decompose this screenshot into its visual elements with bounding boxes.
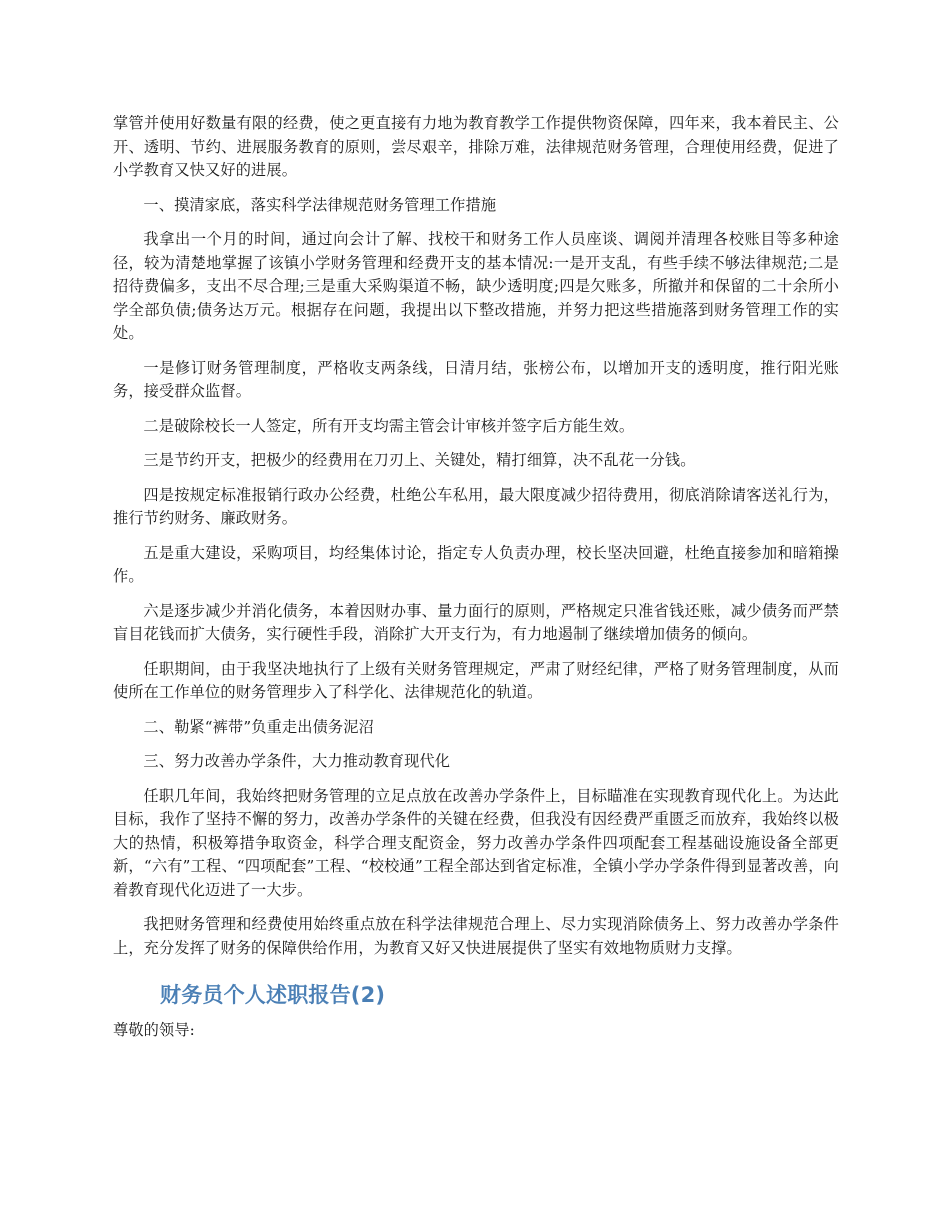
section-heading-1: 一、摸清家底，落实科学法律规范财务管理工作措施	[143, 195, 497, 214]
paragraph-modernization: 任职几年间，我始终把财务管理的立足点放在改善办学条件上，目标瞄准在实现教育现代化上。为达此目标，我作了坚持不懈的努力，改善办学条件的关键在经费，但我没有因经费严重匮乏而放弃，我始终以极大的热情，积极筹措争取资金，科学合理支配资金，努力改善办学条件四项配套工程基础设施设备全部更新，“六有”工程、“四项配套”工程、“校校通”工程全部达到省定标准，全镇小学办学条件得到显著改善，向着教育现代化迈进了一大步。	[113, 786, 839, 899]
paragraph-measure-4: 四是按规定标准报销行政办公经费，杜绝公车私用，最大限度减少招待费用，彻底消除请客送礼行为，推行节约财务、廉政财务。	[113, 485, 839, 527]
document-heading: 财务员个人述职报告(2)	[160, 983, 386, 1007]
paragraph-measure-3: 三是节约开支，把极少的经费用在刀刃上、关键处，精打细算，决不乱花一分钱。	[143, 451, 696, 469]
document-page	[113, 112, 839, 1054]
paragraph-tenure-summary: 任职期间，由于我坚决地执行了上级有关财务管理规定，严肃了财经纪律，严格了财务管理制度，从而使所在工作单位的财务管理步入了科学化、法律规范化的轨道。	[113, 659, 839, 701]
paragraph-measure-1: 一是修订财务管理制度，严格收支两条线，日清月结，张榜公布，以增加开支的透明度，推行阳光账务，接受群众监督。	[113, 358, 839, 400]
paragraph-intro: 掌管并使用好数量有限的经费，使之更直接有力地为教育教学工作提供物资保障，四年来，我本着民主、公开、透明、节约、进展服务教育的原则，尝尽艰辛，排除万难，法律规范财务管理，合理使用经费，促进了小学教育又快又好的进展。	[113, 114, 839, 179]
paragraph-conclusion: 我把财务管理和经费使用始终重点放在科学法律规范合理上、尽力实现消除债务上、努力改善办学条件上，充分发挥了财务的保障供给作用，为教育又好又快进展提供了坚实有效地物质财力支撑。	[113, 915, 839, 957]
section-heading-2: 二、勒紧“裤带”负重走出债务泥沼	[143, 717, 374, 736]
paragraph-measure-2: 二是破除校长一人签定，所有开支均需主管会计审核并签字后方能生效。	[143, 416, 635, 435]
paragraph-survey: 我拿出一个月的时间，通过向会计了解、找校干和财务工作人员座谈、调阅并清理各校账目等多种途径，较为清楚地掌握了该镇小学财务管理和经费开支的基本情况:一是开支乱，有些手续不够法律规范;二是招待费偏多，支出不尽合理;三是重大采购渠道不畅，缺少透明度;四是欠账多，所撤并和保留的二十余所小学全部负债;债务达万元。根据存在问题，我提出以下整改措施，并努力把这些措施落到财务管理工作的实处。	[113, 230, 839, 342]
paragraph-measure-5: 五是重大建设，采购项目，均经集体讨论，指定专人负责办理，校长坚决回避，杜绝直接参加和暗箱操作。	[113, 543, 839, 585]
paragraph-measure-6: 六是逐步减少并消化债务，本着因财办事、量力面行的原则，严格规定只准省钱还账，减少债务而严禁盲目花钱而扩大债务，实行硬性手段，消除扩大开支行为，有力地遏制了继续增加债务的倾向。	[113, 601, 839, 643]
salutation: 尊敬的领导:	[113, 1021, 195, 1039]
section-heading-3: 三、努力改善办学条件，大力推动教育现代化	[143, 752, 451, 770]
